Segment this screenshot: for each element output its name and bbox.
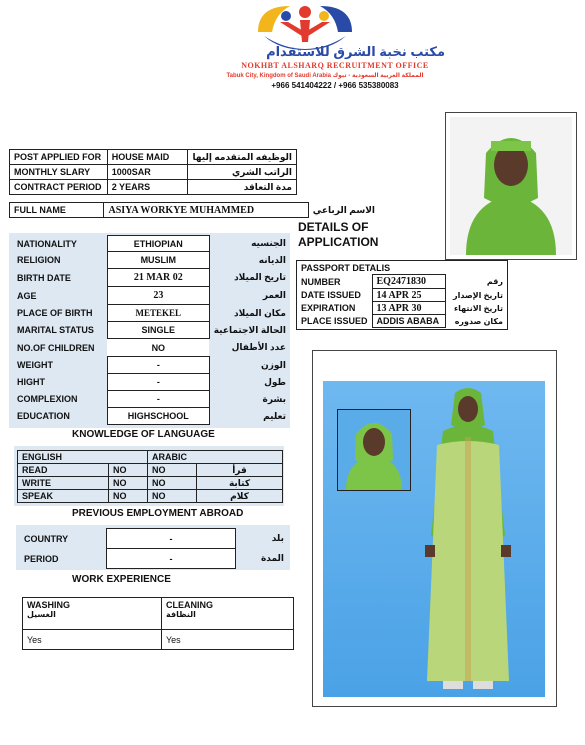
personal-row xyxy=(13,305,290,322)
full-name-label-arabic: الاسم الرباعي xyxy=(308,203,379,218)
personal-value: HIGHSCHOOL xyxy=(107,408,209,425)
personal-label-arabic: طول xyxy=(264,376,286,387)
personal-label-arabic: الحالة الاجتماعية xyxy=(213,324,286,335)
employment-label: COUNTRY xyxy=(24,533,69,544)
personal-value: MUSLIM xyxy=(107,252,209,269)
passport-table xyxy=(297,274,507,328)
language-title: KNOWLEDGE OF LANGUAGE xyxy=(72,429,215,440)
passport-title: PASSPORT DETALIS xyxy=(301,263,391,273)
language-row xyxy=(18,464,283,477)
personal-label-arabic: تاريخ الميلاد xyxy=(234,272,286,282)
passport-row xyxy=(297,289,507,302)
passport-label: EXPIRATION xyxy=(301,303,356,313)
personal-label: EDUCATION xyxy=(17,411,70,421)
full-body-photo xyxy=(312,350,557,707)
job-row xyxy=(10,180,297,195)
passport-label-arabic: تاريخ الانتهاء xyxy=(454,303,503,313)
job-value: 2 YEARS xyxy=(107,180,188,195)
language-row xyxy=(18,490,283,503)
language-arabic-value: NO xyxy=(148,477,197,490)
company-name-english: NOKHBT ALSHARQ RECRUITMENT OFFICE xyxy=(241,61,429,70)
work-label-arabic: النظافة xyxy=(166,610,196,619)
personal-value: - xyxy=(107,391,209,408)
job-row xyxy=(10,165,297,180)
job-value: 1000SAR xyxy=(107,165,188,180)
header xyxy=(195,2,455,92)
personal-label: BIRTH DATE xyxy=(17,272,71,283)
language-english-value: NO xyxy=(109,477,148,490)
employment-value: - xyxy=(107,529,236,549)
company-address: Tabuk City, Kingdom of Saudi Arabia المملكة العربية السعودية - تبوك xyxy=(226,73,424,79)
personal-label: COMPLEXION xyxy=(17,394,78,404)
personal-value: - xyxy=(107,374,209,391)
personal-row xyxy=(13,269,290,287)
personal-row xyxy=(13,236,290,252)
job-label: POST APPLIED FOR xyxy=(10,150,108,165)
personal-label: MARITAL STATUS xyxy=(17,325,94,335)
work-table xyxy=(22,597,294,650)
personal-value: ETHIOPIAN xyxy=(107,236,209,252)
personal-label-arabic: الجنسيه xyxy=(251,238,286,248)
personal-row xyxy=(13,357,290,374)
personal-row xyxy=(13,391,290,408)
passport-value: 14 APR 25 xyxy=(372,289,445,302)
personal-value: METEKEL xyxy=(107,305,209,322)
employment-row xyxy=(20,549,288,569)
passport-panel xyxy=(296,260,508,330)
job-label: MONTHLY SLARY xyxy=(10,165,108,180)
job-value: HOUSE MAID xyxy=(107,150,188,165)
personal-label-arabic: الوزن xyxy=(261,359,286,370)
language-arabic-value: NO xyxy=(148,490,197,503)
employment-label-arabic: بلد xyxy=(271,533,284,543)
full-name-label: FULL NAME xyxy=(10,203,104,218)
job-table xyxy=(9,149,297,195)
work-item xyxy=(162,598,294,630)
personal-value: - xyxy=(107,357,209,374)
applicant-full-body-icon xyxy=(413,385,523,695)
personal-row xyxy=(13,252,290,269)
personal-value: 21 MAR 02 xyxy=(107,269,209,287)
personal-value: SINGLE xyxy=(107,322,209,339)
inset-headshot xyxy=(337,409,411,491)
passport-row xyxy=(297,275,507,289)
passport-label: NUMBER xyxy=(301,276,341,287)
personal-row xyxy=(13,408,290,425)
personal-row xyxy=(13,374,290,391)
full-name-value: ASIYA WORKYE MUHAMMED xyxy=(104,203,308,218)
personal-label-arabic: بشرة xyxy=(262,393,286,404)
details-title-line1: DETAILS OF xyxy=(298,220,369,234)
personal-label: HIGHT xyxy=(17,377,45,387)
passport-label-arabic: مكان صدوره xyxy=(454,316,503,326)
passport-label: DATE ISSUED xyxy=(301,290,361,300)
passport-photo xyxy=(445,112,577,260)
language-english-value: NO xyxy=(109,464,148,477)
passport-row xyxy=(297,302,507,315)
employment-label-arabic: المدة xyxy=(260,553,284,563)
employment-label: PERIOD xyxy=(24,553,59,564)
language-label: SPEAK xyxy=(18,490,109,503)
work-item xyxy=(23,598,162,630)
language-label: READ xyxy=(18,464,109,477)
personal-row xyxy=(13,287,290,305)
personal-label-arabic: مكان الميلاد xyxy=(234,307,286,318)
applicant-headshot-icon xyxy=(446,113,576,259)
work-value: Yes xyxy=(162,630,294,650)
language-arabic-value: NO xyxy=(148,464,197,477)
employment-title: PREVIOUS EMPLOYMENT ABROAD xyxy=(72,508,244,519)
passport-label: PLACE ISSUED xyxy=(301,316,368,326)
job-label-arabic: الوظيفه المتقدمه إليها xyxy=(188,150,297,165)
passport-value: 13 APR 30 xyxy=(372,302,445,315)
job-label: CONTRACT PERIOD xyxy=(10,180,108,195)
work-label-arabic: الغسيل xyxy=(27,610,56,619)
language-english-value: NO xyxy=(109,490,148,503)
passport-row xyxy=(297,315,507,328)
work-title: WORK EXPERIENCE xyxy=(72,574,171,585)
language-table xyxy=(17,450,283,503)
personal-label: WEIGHT xyxy=(17,360,53,370)
passport-label-arabic: رقم xyxy=(486,277,503,286)
work-value: Yes xyxy=(23,630,162,650)
personal-label-arabic: الديانه xyxy=(258,254,286,265)
employment-value: - xyxy=(107,549,236,569)
personal-label: NATIONALITY xyxy=(17,238,77,249)
language-row xyxy=(18,477,283,490)
company-phones: +966 541404222 / +966 535380083 xyxy=(271,81,399,90)
personal-table xyxy=(13,235,290,425)
details-title xyxy=(298,220,378,250)
personal-row xyxy=(13,322,290,339)
applicant-headshot-small-icon xyxy=(338,410,410,490)
language-label-arabic: كتابة xyxy=(197,477,283,490)
personal-value: 23 xyxy=(107,287,209,305)
work-label: CLEANING xyxy=(166,600,213,610)
employment-row xyxy=(20,529,288,549)
work-label: WASHING xyxy=(27,600,71,610)
personal-label-arabic: تعليم xyxy=(263,410,286,421)
language-label-arabic: كلام xyxy=(197,490,283,503)
details-title-line2: APPLICATION xyxy=(298,235,379,249)
personal-label: NO.OF CHILDREN xyxy=(17,342,95,353)
job-label-arabic: مدة التعاقد xyxy=(188,180,297,195)
full-name-table xyxy=(9,202,379,218)
personal-label-arabic: عدد الأطفال xyxy=(231,342,286,352)
language-label: WRITE xyxy=(18,477,109,490)
passport-label-arabic: تاريخ الإصدار xyxy=(452,290,503,300)
personal-label: PLACE OF BIRTH xyxy=(17,308,93,318)
language-header-english: ENGLISH xyxy=(18,451,148,464)
passport-value: ADDIS ABABA xyxy=(372,315,445,328)
personal-row xyxy=(13,339,290,357)
personal-value: NO xyxy=(107,339,209,357)
personal-label-arabic: العمر xyxy=(262,290,286,300)
job-label-arabic: الراتب الشري xyxy=(188,165,297,180)
personal-label: RELIGION xyxy=(17,255,61,265)
language-label-arabic: قرأ xyxy=(197,464,283,477)
job-row xyxy=(10,150,297,165)
company-name-arabic: مكتب نخبة الشرق للاستقدام xyxy=(266,44,445,59)
personal-label: AGE xyxy=(17,290,37,301)
passport-value: EQ2471830 xyxy=(372,275,445,289)
language-header-arabic: ARABIC xyxy=(148,451,283,464)
employment-table xyxy=(20,528,288,569)
